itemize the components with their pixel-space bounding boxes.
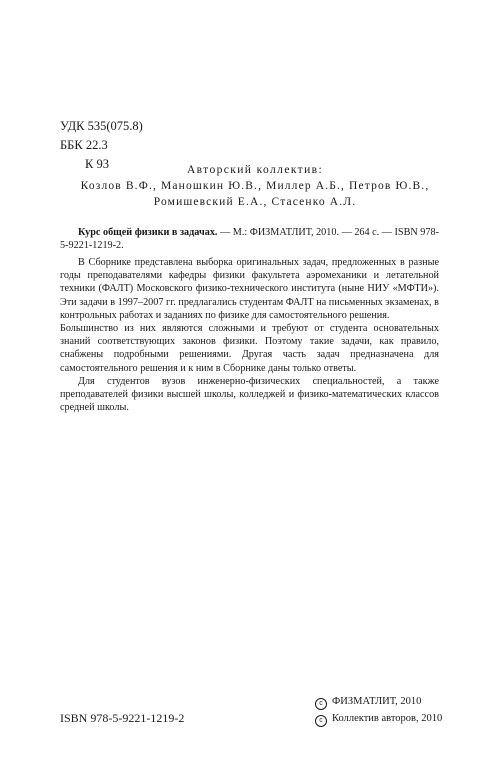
copyright-publisher xyxy=(315,693,442,710)
authors-block xyxy=(60,162,450,210)
udc-code: УДК 535(075.8) xyxy=(60,119,143,133)
bibliographic-record xyxy=(60,226,439,252)
bbk-code: ББК 22.3 xyxy=(60,138,108,152)
authors-heading: Авторский коллектив: xyxy=(186,164,324,176)
abstract-paragraph-3: Для студентов вузов инженерно-физических специальностей, а также преподавателей физики высшей школы, колледжей и физико-математических классов средней школы. xyxy=(60,375,439,414)
copyright-icon: c xyxy=(315,715,327,727)
copyright-authors xyxy=(315,710,442,727)
author-mark: К 93 xyxy=(85,157,109,171)
copyright-authors-text: Коллектив авторов, 2010 xyxy=(332,713,443,724)
book-title: Курс общей физики в задачах. xyxy=(78,227,218,238)
isbn-footer: ISBN 978-5-9221-1219-2 xyxy=(60,711,185,725)
abstract xyxy=(60,256,439,414)
authors-line-1: Козлов В.Ф., Маношкин Ю.В., Миллер А.Б., Петров Ю.В., xyxy=(80,180,430,192)
copyright-publisher-text: ФИЗМАТЛИТ, 2010 xyxy=(332,696,422,707)
bibliographic-details: — М.: ФИЗМАТЛИТ, 2010. — 264 с. — ISBN 978-5-9221-1219-2. xyxy=(60,227,439,252)
copyright-icon: c xyxy=(315,698,327,710)
authors-line-2: Ромишевский Е.А., Стасенко А.Л. xyxy=(153,196,357,208)
abstract-paragraph-1: В Сборнике представлена выборка оригинальных задач, предложенных в разные годы преподавателями кафедры физики факультета аэромеханики и летательной техники (ФАЛТ) Московского физико-технического института (ныне НИУ «МФТИ»). Эти задачи в 1997–2007 гг. предлагались студентам ФАЛТ на письменных экзаменах, в контрольных работах и заданиях по физике для самостоятельного решения. xyxy=(60,257,439,321)
copyright-block xyxy=(315,693,442,727)
abstract-paragraph-2: Большинство из них являются сложными и требуют от студента основательных знаний соответствующих законов физики. Поэтому такие задачи, как правило, снабжены подробными решениями. Другая часть задач предназначена для самостоятельного решения и к ним в Сборнике даны только ответы. xyxy=(60,323,439,374)
